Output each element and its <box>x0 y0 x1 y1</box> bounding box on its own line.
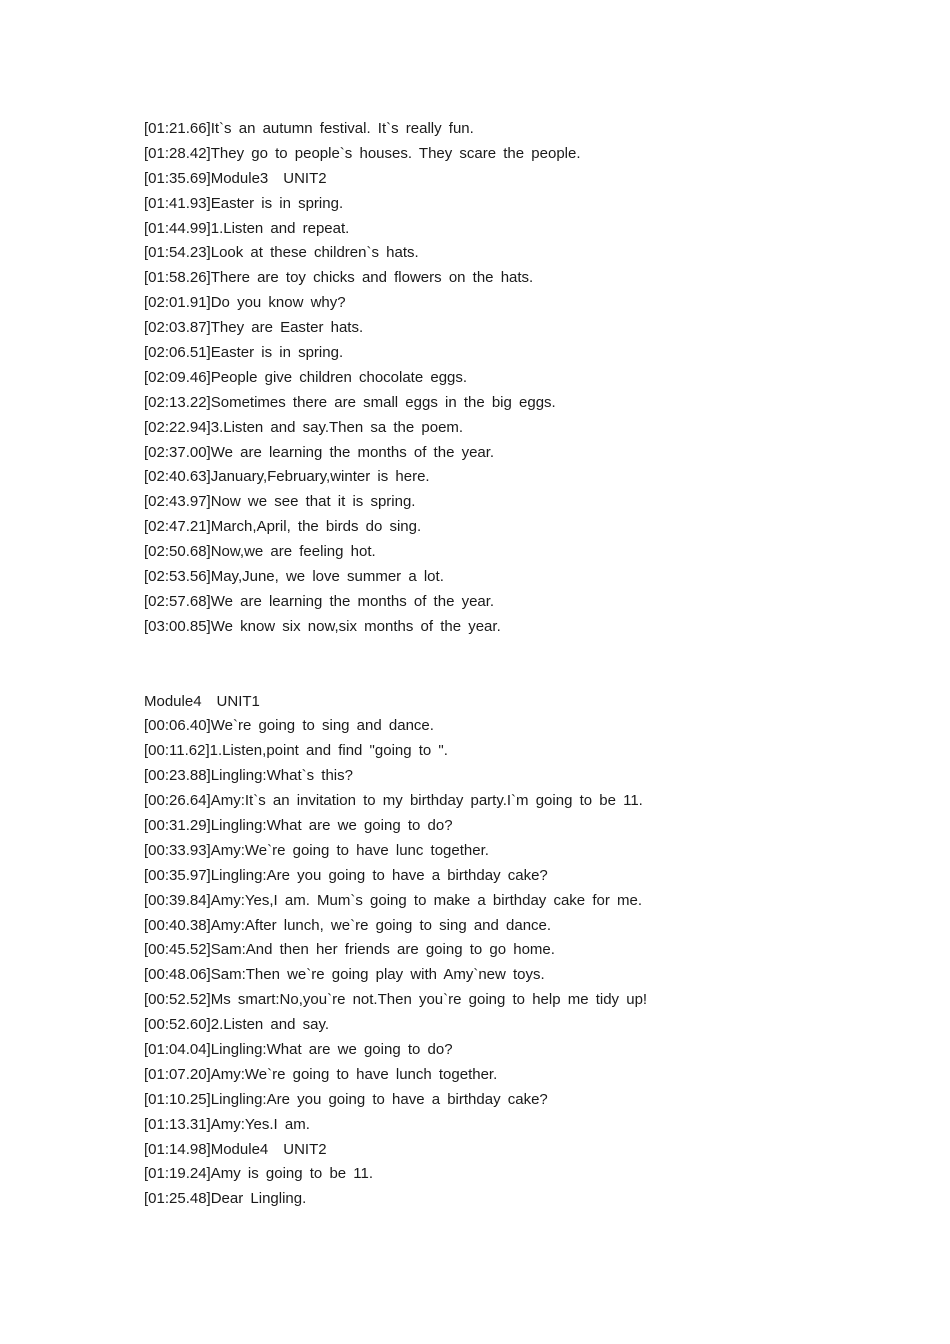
lyric-line: [01:07.20]Amy:We`re going to have lunch together. <box>144 1065 498 1083</box>
lyric-line: [00:45.52]Sam:And then her friends are going to go home. <box>144 941 555 959</box>
lyric-line: [02:57.68]We are learning the months of the year. <box>144 592 495 610</box>
lyric-line: [00:31.29]Lingling:What are we going to do? <box>144 816 453 834</box>
section-heading: Module4 UNIT1 <box>144 692 260 710</box>
lyric-line: [00:06.40]We`re going to sing and dance. <box>144 717 434 735</box>
lyric-line: [01:14.98]Module4 UNIT2 <box>144 1140 327 1158</box>
lyric-line: [02:40.63]January,February,winter is here. <box>144 468 430 486</box>
lyric-line: [01:41.93]Easter is in spring. <box>144 194 344 212</box>
lyric-line: [01:35.69]Module3 UNIT2 <box>144 169 327 187</box>
lyric-line: [02:50.68]Now,we are feeling hot. <box>144 543 376 561</box>
lyric-line: [00:52.52]Ms smart:No,you`re not.Then you`re going to help me tidy up! <box>144 991 648 1009</box>
lyric-line: [02:22.94]3.Listen and say.Then sa the poem. <box>144 418 464 436</box>
lyric-line: [02:53.56]May,June, we love summer a lot. <box>144 568 444 586</box>
section-module3 <box>144 117 904 640</box>
lyrics-text-block <box>144 117 904 1212</box>
lyric-line: [00:33.93]Amy:We`re going to have lunc together. <box>144 841 489 859</box>
lyric-line: [02:09.46]People give children chocolate eggs. <box>144 368 468 386</box>
lyric-line: [01:21.66]It`s an autumn festival. It`s really fun. <box>144 120 474 137</box>
lyric-line: [02:47.21]March,April, the birds do sing. <box>144 518 422 536</box>
lyric-line: [01:04.04]Lingling:What are we going to do? <box>144 1040 453 1058</box>
section-spacer <box>144 640 904 690</box>
lyric-line: [00:48.06]Sam:Then we`re going play with Amy`new toys. <box>144 966 545 984</box>
lyric-line: [02:37.00]We are learning the months of the year. <box>144 443 495 461</box>
lyric-line: [01:58.26]There are toy chicks and flowers on the hats. <box>144 269 534 287</box>
lyric-line: [00:35.97]Lingling:Are you going to have a birthday cake? <box>144 866 548 884</box>
lyric-line: [00:11.62]1.Listen,point and find "going to ". <box>144 742 448 760</box>
lyric-line: [01:13.31]Amy:Yes.I am. <box>144 1115 310 1133</box>
lyric-line: [00:52.60]2.Listen and say. <box>144 1016 330 1034</box>
lyric-line: [02:13.22]Sometimes there are small eggs in the big eggs. <box>144 393 556 411</box>
lyric-line: [01:54.23]Look at these children`s hats. <box>144 244 419 262</box>
lyric-line: [01:44.99]1.Listen and repeat. <box>144 219 350 237</box>
lyric-line: [00:39.84]Amy:Yes,I am. Mum`s going to make a birthday cake for me. <box>144 891 642 909</box>
lyric-line: [00:23.88]Lingling:What`s this? <box>144 767 353 785</box>
lyric-line: [02:01.91]Do you know why? <box>144 294 346 312</box>
section-module4 <box>144 690 904 1213</box>
lyric-line: [01:28.42]They go to people`s houses. They scare the people. <box>144 144 581 162</box>
lyric-line: [03:00.85]We know six now,six months of the year. <box>144 617 501 635</box>
lyric-line: [02:43.97]Now we see that it is spring. <box>144 493 416 511</box>
lyric-line: [02:06.51]Easter is in spring. <box>144 344 344 362</box>
lyric-line: [00:40.38]Amy:After lunch, we`re going to sing and dance. <box>144 916 552 934</box>
lyric-line: [02:03.87]They are Easter hats. <box>144 319 364 337</box>
lyric-line: [01:10.25]Lingling:Are you going to have a birthday cake? <box>144 1090 548 1108</box>
lyric-line: [01:19.24]Amy is going to be 11. <box>144 1165 374 1183</box>
lyric-line: [00:26.64]Amy:It`s an invitation to my birthday party.I`m going to be 11. <box>144 792 643 810</box>
lyric-line: [01:25.48]Dear Lingling. <box>144 1190 307 1208</box>
